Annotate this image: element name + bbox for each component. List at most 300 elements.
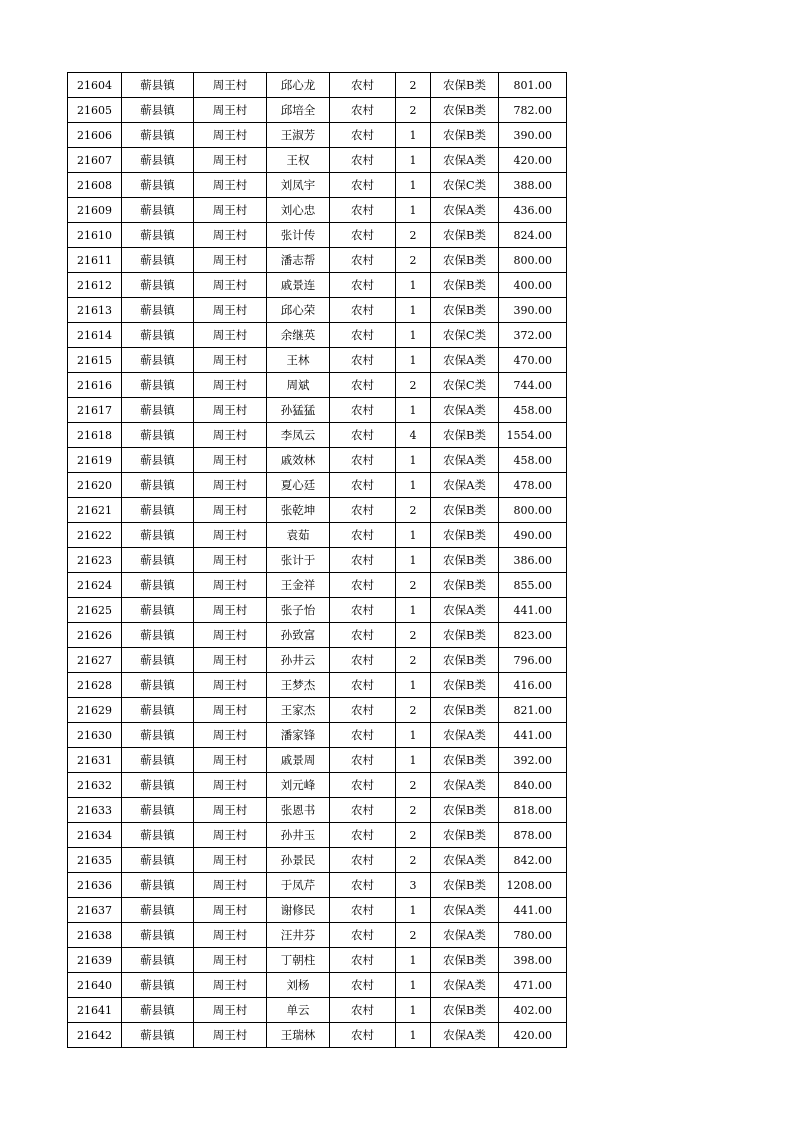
household-type-cell: 农村 bbox=[330, 573, 396, 598]
table-row bbox=[68, 948, 567, 973]
category-cell: 农保B类 bbox=[431, 673, 499, 698]
member-count-cell: 1 bbox=[396, 348, 431, 373]
member-count-cell: 2 bbox=[396, 573, 431, 598]
household-type-cell: 农村 bbox=[330, 198, 396, 223]
household-type-cell: 农村 bbox=[330, 998, 396, 1023]
village-cell: 周王村 bbox=[194, 998, 267, 1023]
amount-cell: 436.00 bbox=[499, 198, 567, 223]
category-cell: 农保B类 bbox=[431, 698, 499, 723]
name-cell: 王林 bbox=[267, 348, 330, 373]
amount-cell: 801.00 bbox=[499, 73, 567, 98]
amount-cell: 1554.00 bbox=[499, 423, 567, 448]
table-row bbox=[68, 723, 567, 748]
name-cell: 刘元峰 bbox=[267, 773, 330, 798]
category-cell: 农保B类 bbox=[431, 248, 499, 273]
record-id: 21633 bbox=[68, 798, 122, 823]
household-type-cell: 农村 bbox=[330, 923, 396, 948]
name-cell: 潘志帮 bbox=[267, 248, 330, 273]
town-cell: 蕲县镇 bbox=[122, 748, 194, 773]
name-cell: 孙景民 bbox=[267, 848, 330, 873]
name-cell: 戚效林 bbox=[267, 448, 330, 473]
town-cell: 蕲县镇 bbox=[122, 298, 194, 323]
name-cell: 邱心荣 bbox=[267, 298, 330, 323]
amount-cell: 780.00 bbox=[499, 923, 567, 948]
town-cell: 蕲县镇 bbox=[122, 873, 194, 898]
member-count-cell: 1 bbox=[396, 948, 431, 973]
amount-cell: 458.00 bbox=[499, 398, 567, 423]
household-type-cell: 农村 bbox=[330, 673, 396, 698]
amount-cell: 840.00 bbox=[499, 773, 567, 798]
category-cell: 农保A类 bbox=[431, 773, 499, 798]
village-cell: 周王村 bbox=[194, 223, 267, 248]
member-count-cell: 1 bbox=[396, 548, 431, 573]
record-id: 21612 bbox=[68, 273, 122, 298]
category-cell: 农保B类 bbox=[431, 73, 499, 98]
town-cell: 蕲县镇 bbox=[122, 773, 194, 798]
table-row bbox=[68, 223, 567, 248]
record-id: 21634 bbox=[68, 823, 122, 848]
category-cell: 农保B类 bbox=[431, 98, 499, 123]
member-count-cell: 2 bbox=[396, 698, 431, 723]
name-cell: 余继英 bbox=[267, 323, 330, 348]
record-id: 21604 bbox=[68, 73, 122, 98]
record-id: 21619 bbox=[68, 448, 122, 473]
table-row bbox=[68, 198, 567, 223]
record-id: 21635 bbox=[68, 848, 122, 873]
category-cell: 农保C类 bbox=[431, 373, 499, 398]
name-cell: 刘心忠 bbox=[267, 198, 330, 223]
table-row bbox=[68, 973, 567, 998]
category-cell: 农保B类 bbox=[431, 573, 499, 598]
table-row bbox=[68, 573, 567, 598]
household-type-cell: 农村 bbox=[330, 498, 396, 523]
village-cell: 周王村 bbox=[194, 498, 267, 523]
household-type-cell: 农村 bbox=[330, 223, 396, 248]
household-type-cell: 农村 bbox=[330, 773, 396, 798]
household-type-cell: 农村 bbox=[330, 248, 396, 273]
household-type-cell: 农村 bbox=[330, 973, 396, 998]
town-cell: 蕲县镇 bbox=[122, 373, 194, 398]
member-count-cell: 2 bbox=[396, 923, 431, 948]
table-row bbox=[68, 998, 567, 1023]
subsidy-roster-table bbox=[67, 72, 567, 1048]
village-cell: 周王村 bbox=[194, 598, 267, 623]
category-cell: 农保A类 bbox=[431, 448, 499, 473]
record-id: 21632 bbox=[68, 773, 122, 798]
town-cell: 蕲县镇 bbox=[122, 523, 194, 548]
household-type-cell: 农村 bbox=[330, 523, 396, 548]
table-row bbox=[68, 773, 567, 798]
category-cell: 农保A类 bbox=[431, 848, 499, 873]
household-type-cell: 农村 bbox=[330, 348, 396, 373]
name-cell: 王淑芳 bbox=[267, 123, 330, 148]
name-cell: 王金祥 bbox=[267, 573, 330, 598]
village-cell: 周王村 bbox=[194, 648, 267, 673]
category-cell: 农保B类 bbox=[431, 823, 499, 848]
category-cell: 农保A类 bbox=[431, 148, 499, 173]
name-cell: 孙猛猛 bbox=[267, 398, 330, 423]
table-row bbox=[68, 673, 567, 698]
village-cell: 周王村 bbox=[194, 448, 267, 473]
record-id: 21605 bbox=[68, 98, 122, 123]
household-type-cell: 农村 bbox=[330, 473, 396, 498]
member-count-cell: 1 bbox=[396, 148, 431, 173]
amount-cell: 386.00 bbox=[499, 548, 567, 573]
member-count-cell: 1 bbox=[396, 523, 431, 548]
village-cell: 周王村 bbox=[194, 873, 267, 898]
category-cell: 农保C类 bbox=[431, 323, 499, 348]
amount-cell: 402.00 bbox=[499, 998, 567, 1023]
table-row bbox=[68, 473, 567, 498]
town-cell: 蕲县镇 bbox=[122, 398, 194, 423]
town-cell: 蕲县镇 bbox=[122, 423, 194, 448]
amount-cell: 878.00 bbox=[499, 823, 567, 848]
table-row bbox=[68, 98, 567, 123]
household-type-cell: 农村 bbox=[330, 723, 396, 748]
member-count-cell: 1 bbox=[396, 448, 431, 473]
village-cell: 周王村 bbox=[194, 323, 267, 348]
table-row bbox=[68, 523, 567, 548]
household-type-cell: 农村 bbox=[330, 698, 396, 723]
name-cell: 张计于 bbox=[267, 548, 330, 573]
record-id: 21609 bbox=[68, 198, 122, 223]
amount-cell: 842.00 bbox=[499, 848, 567, 873]
town-cell: 蕲县镇 bbox=[122, 998, 194, 1023]
table-row bbox=[68, 373, 567, 398]
name-cell: 汪井芬 bbox=[267, 923, 330, 948]
category-cell: 农保A类 bbox=[431, 723, 499, 748]
household-type-cell: 农村 bbox=[330, 598, 396, 623]
table-row bbox=[68, 173, 567, 198]
category-cell: 农保B类 bbox=[431, 223, 499, 248]
household-type-cell: 农村 bbox=[330, 948, 396, 973]
category-cell: 农保B类 bbox=[431, 648, 499, 673]
amount-cell: 818.00 bbox=[499, 798, 567, 823]
record-id: 21640 bbox=[68, 973, 122, 998]
amount-cell: 390.00 bbox=[499, 298, 567, 323]
amount-cell: 478.00 bbox=[499, 473, 567, 498]
amount-cell: 441.00 bbox=[499, 723, 567, 748]
town-cell: 蕲县镇 bbox=[122, 248, 194, 273]
member-count-cell: 1 bbox=[396, 748, 431, 773]
member-count-cell: 1 bbox=[396, 173, 431, 198]
member-count-cell: 1 bbox=[396, 123, 431, 148]
amount-cell: 420.00 bbox=[499, 1023, 567, 1048]
village-cell: 周王村 bbox=[194, 673, 267, 698]
amount-cell: 416.00 bbox=[499, 673, 567, 698]
category-cell: 农保A类 bbox=[431, 348, 499, 373]
category-cell: 农保A类 bbox=[431, 923, 499, 948]
village-cell: 周王村 bbox=[194, 523, 267, 548]
record-id: 21623 bbox=[68, 548, 122, 573]
table-row bbox=[68, 823, 567, 848]
village-cell: 周王村 bbox=[194, 923, 267, 948]
name-cell: 王梦杰 bbox=[267, 673, 330, 698]
amount-cell: 744.00 bbox=[499, 373, 567, 398]
village-cell: 周王村 bbox=[194, 573, 267, 598]
name-cell: 张乾坤 bbox=[267, 498, 330, 523]
category-cell: 农保C类 bbox=[431, 173, 499, 198]
record-id: 21618 bbox=[68, 423, 122, 448]
name-cell: 潘家锋 bbox=[267, 723, 330, 748]
table-row bbox=[68, 648, 567, 673]
record-id: 21631 bbox=[68, 748, 122, 773]
table-row bbox=[68, 1023, 567, 1048]
table-row bbox=[68, 548, 567, 573]
village-cell: 周王村 bbox=[194, 398, 267, 423]
member-count-cell: 1 bbox=[396, 898, 431, 923]
household-type-cell: 农村 bbox=[330, 173, 396, 198]
table-row bbox=[68, 898, 567, 923]
record-id: 21636 bbox=[68, 873, 122, 898]
member-count-cell: 1 bbox=[396, 723, 431, 748]
household-type-cell: 农村 bbox=[330, 423, 396, 448]
member-count-cell: 2 bbox=[396, 798, 431, 823]
town-cell: 蕲县镇 bbox=[122, 948, 194, 973]
village-cell: 周王村 bbox=[194, 98, 267, 123]
village-cell: 周王村 bbox=[194, 273, 267, 298]
household-type-cell: 农村 bbox=[330, 398, 396, 423]
member-count-cell: 1 bbox=[396, 673, 431, 698]
table-row bbox=[68, 698, 567, 723]
table-row bbox=[68, 448, 567, 473]
table-row bbox=[68, 423, 567, 448]
amount-cell: 420.00 bbox=[499, 148, 567, 173]
household-type-cell: 农村 bbox=[330, 323, 396, 348]
town-cell: 蕲县镇 bbox=[122, 598, 194, 623]
village-cell: 周王村 bbox=[194, 473, 267, 498]
member-count-cell: 2 bbox=[396, 848, 431, 873]
name-cell: 单云 bbox=[267, 998, 330, 1023]
household-type-cell: 农村 bbox=[330, 1023, 396, 1048]
name-cell: 张计传 bbox=[267, 223, 330, 248]
category-cell: 农保B类 bbox=[431, 548, 499, 573]
record-id: 21630 bbox=[68, 723, 122, 748]
household-type-cell: 农村 bbox=[330, 648, 396, 673]
amount-cell: 1208.00 bbox=[499, 873, 567, 898]
name-cell: 邱培全 bbox=[267, 98, 330, 123]
category-cell: 农保B类 bbox=[431, 948, 499, 973]
amount-cell: 800.00 bbox=[499, 248, 567, 273]
amount-cell: 441.00 bbox=[499, 898, 567, 923]
town-cell: 蕲县镇 bbox=[122, 498, 194, 523]
record-id: 21616 bbox=[68, 373, 122, 398]
village-cell: 周王村 bbox=[194, 948, 267, 973]
table-row bbox=[68, 323, 567, 348]
village-cell: 周王村 bbox=[194, 548, 267, 573]
name-cell: 王家杰 bbox=[267, 698, 330, 723]
table-row bbox=[68, 298, 567, 323]
table-row bbox=[68, 598, 567, 623]
category-cell: 农保A类 bbox=[431, 473, 499, 498]
town-cell: 蕲县镇 bbox=[122, 223, 194, 248]
member-count-cell: 2 bbox=[396, 98, 431, 123]
member-count-cell: 2 bbox=[396, 823, 431, 848]
town-cell: 蕲县镇 bbox=[122, 823, 194, 848]
town-cell: 蕲县镇 bbox=[122, 648, 194, 673]
table-row bbox=[68, 248, 567, 273]
amount-cell: 398.00 bbox=[499, 948, 567, 973]
village-cell: 周王村 bbox=[194, 348, 267, 373]
record-id: 21608 bbox=[68, 173, 122, 198]
town-cell: 蕲县镇 bbox=[122, 848, 194, 873]
name-cell: 袁茹 bbox=[267, 523, 330, 548]
amount-cell: 388.00 bbox=[499, 173, 567, 198]
household-type-cell: 农村 bbox=[330, 848, 396, 873]
town-cell: 蕲县镇 bbox=[122, 273, 194, 298]
category-cell: 农保B类 bbox=[431, 273, 499, 298]
village-cell: 周王村 bbox=[194, 148, 267, 173]
amount-cell: 471.00 bbox=[499, 973, 567, 998]
household-type-cell: 农村 bbox=[330, 898, 396, 923]
record-id: 21641 bbox=[68, 998, 122, 1023]
amount-cell: 400.00 bbox=[499, 273, 567, 298]
town-cell: 蕲县镇 bbox=[122, 923, 194, 948]
table-row bbox=[68, 923, 567, 948]
name-cell: 孙井玉 bbox=[267, 823, 330, 848]
record-id: 21611 bbox=[68, 248, 122, 273]
town-cell: 蕲县镇 bbox=[122, 73, 194, 98]
name-cell: 谢修民 bbox=[267, 898, 330, 923]
table-row bbox=[68, 398, 567, 423]
village-cell: 周王村 bbox=[194, 298, 267, 323]
village-cell: 周王村 bbox=[194, 848, 267, 873]
member-count-cell: 2 bbox=[396, 373, 431, 398]
record-id: 21622 bbox=[68, 523, 122, 548]
amount-cell: 821.00 bbox=[499, 698, 567, 723]
table-row bbox=[68, 73, 567, 98]
record-id: 21624 bbox=[68, 573, 122, 598]
village-cell: 周王村 bbox=[194, 623, 267, 648]
name-cell: 丁朝柱 bbox=[267, 948, 330, 973]
name-cell: 刘凤宇 bbox=[267, 173, 330, 198]
household-type-cell: 农村 bbox=[330, 273, 396, 298]
record-id: 21606 bbox=[68, 123, 122, 148]
town-cell: 蕲县镇 bbox=[122, 448, 194, 473]
amount-cell: 800.00 bbox=[499, 498, 567, 523]
table-row bbox=[68, 798, 567, 823]
category-cell: 农保B类 bbox=[431, 873, 499, 898]
name-cell: 孙致富 bbox=[267, 623, 330, 648]
member-count-cell: 2 bbox=[396, 623, 431, 648]
category-cell: 农保B类 bbox=[431, 798, 499, 823]
table-row bbox=[68, 273, 567, 298]
name-cell: 于凤芹 bbox=[267, 873, 330, 898]
record-id: 21637 bbox=[68, 898, 122, 923]
village-cell: 周王村 bbox=[194, 198, 267, 223]
town-cell: 蕲县镇 bbox=[122, 1023, 194, 1048]
table-row bbox=[68, 148, 567, 173]
member-count-cell: 4 bbox=[396, 423, 431, 448]
household-type-cell: 农村 bbox=[330, 748, 396, 773]
name-cell: 张恩书 bbox=[267, 798, 330, 823]
member-count-cell: 1 bbox=[396, 198, 431, 223]
household-type-cell: 农村 bbox=[330, 123, 396, 148]
roster-body bbox=[68, 73, 567, 1048]
member-count-cell: 1 bbox=[396, 598, 431, 623]
category-cell: 农保A类 bbox=[431, 973, 499, 998]
village-cell: 周王村 bbox=[194, 373, 267, 398]
record-id: 21620 bbox=[68, 473, 122, 498]
village-cell: 周王村 bbox=[194, 123, 267, 148]
village-cell: 周王村 bbox=[194, 698, 267, 723]
town-cell: 蕲县镇 bbox=[122, 198, 194, 223]
amount-cell: 441.00 bbox=[499, 598, 567, 623]
town-cell: 蕲县镇 bbox=[122, 323, 194, 348]
record-id: 21625 bbox=[68, 598, 122, 623]
record-id: 21627 bbox=[68, 648, 122, 673]
record-id: 21610 bbox=[68, 223, 122, 248]
category-cell: 农保B类 bbox=[431, 423, 499, 448]
town-cell: 蕲县镇 bbox=[122, 148, 194, 173]
town-cell: 蕲县镇 bbox=[122, 98, 194, 123]
village-cell: 周王村 bbox=[194, 248, 267, 273]
town-cell: 蕲县镇 bbox=[122, 123, 194, 148]
category-cell: 农保B类 bbox=[431, 123, 499, 148]
town-cell: 蕲县镇 bbox=[122, 548, 194, 573]
member-count-cell: 1 bbox=[396, 273, 431, 298]
household-type-cell: 农村 bbox=[330, 798, 396, 823]
name-cell: 周斌 bbox=[267, 373, 330, 398]
town-cell: 蕲县镇 bbox=[122, 573, 194, 598]
amount-cell: 796.00 bbox=[499, 648, 567, 673]
amount-cell: 372.00 bbox=[499, 323, 567, 348]
name-cell: 刘杨 bbox=[267, 973, 330, 998]
member-count-cell: 2 bbox=[396, 773, 431, 798]
household-type-cell: 农村 bbox=[330, 548, 396, 573]
village-cell: 周王村 bbox=[194, 823, 267, 848]
category-cell: 农保B类 bbox=[431, 623, 499, 648]
amount-cell: 392.00 bbox=[499, 748, 567, 773]
town-cell: 蕲县镇 bbox=[122, 698, 194, 723]
member-count-cell: 1 bbox=[396, 398, 431, 423]
amount-cell: 390.00 bbox=[499, 123, 567, 148]
town-cell: 蕲县镇 bbox=[122, 623, 194, 648]
name-cell: 王瑞林 bbox=[267, 1023, 330, 1048]
household-type-cell: 农村 bbox=[330, 623, 396, 648]
name-cell: 张子怡 bbox=[267, 598, 330, 623]
record-id: 21621 bbox=[68, 498, 122, 523]
town-cell: 蕲县镇 bbox=[122, 673, 194, 698]
category-cell: 农保B类 bbox=[431, 298, 499, 323]
member-count-cell: 1 bbox=[396, 298, 431, 323]
record-id: 21614 bbox=[68, 323, 122, 348]
record-id: 21617 bbox=[68, 398, 122, 423]
record-id: 21638 bbox=[68, 923, 122, 948]
category-cell: 农保A类 bbox=[431, 1023, 499, 1048]
category-cell: 农保B类 bbox=[431, 498, 499, 523]
name-cell: 孙井云 bbox=[267, 648, 330, 673]
record-id: 21639 bbox=[68, 948, 122, 973]
village-cell: 周王村 bbox=[194, 173, 267, 198]
village-cell: 周王村 bbox=[194, 73, 267, 98]
category-cell: 农保A类 bbox=[431, 198, 499, 223]
village-cell: 周王村 bbox=[194, 423, 267, 448]
table-row bbox=[68, 498, 567, 523]
record-id: 21629 bbox=[68, 698, 122, 723]
household-type-cell: 农村 bbox=[330, 98, 396, 123]
amount-cell: 490.00 bbox=[499, 523, 567, 548]
member-count-cell: 2 bbox=[396, 248, 431, 273]
member-count-cell: 2 bbox=[396, 648, 431, 673]
amount-cell: 458.00 bbox=[499, 448, 567, 473]
village-cell: 周王村 bbox=[194, 723, 267, 748]
category-cell: 农保A类 bbox=[431, 898, 499, 923]
amount-cell: 855.00 bbox=[499, 573, 567, 598]
town-cell: 蕲县镇 bbox=[122, 798, 194, 823]
member-count-cell: 1 bbox=[396, 323, 431, 348]
village-cell: 周王村 bbox=[194, 773, 267, 798]
